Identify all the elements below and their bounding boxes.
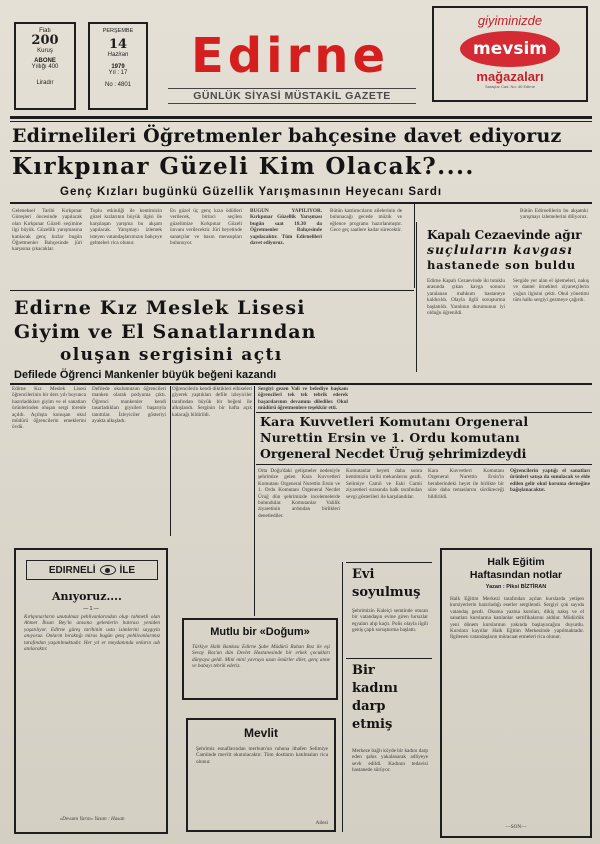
price-value: 200	[31, 33, 59, 48]
lisesi-col-3: Öğrencilerin kendi diktikleri elbiseleri giyerek yaptıkları defile izleyiciler tarafından büyük bir beğeni ile alkışlandı. Serginin bir hafta açık kalacağı bildirildi.	[172, 386, 252, 418]
kadin-headline: Bir kadını darp etmiş	[352, 663, 398, 732]
edirneli-logo	[26, 560, 158, 580]
prison-body: Edirne Kapalı Cezaevinde iki tutuklu arasında çıkan kavga sonucu yaralanan mahkum hastaneye kaldırıldı. Olayla ilgili soruşturma başlatıldı. Yaralının durumunun iyi olduğu öğrenildi.	[427, 278, 505, 317]
column-rule	[342, 562, 343, 832]
column-kirkpinar-4: BUGÜN YAPILIYOR. Kırkpınar Güzellik Yarışması bugün saat 18.30 da Öğretmenler Bahçesinde yapılacaktır. Tüm Edirnelileri davet ediyoruz.	[250, 208, 322, 247]
ad-top-text: giyiminizde	[477, 13, 543, 28]
eye-icon	[100, 565, 116, 575]
dogum-box	[182, 618, 338, 700]
prison-body-2: Sergide yer alan el işlemeleri, nakış ve dantel örnekleri ziyaretçilerin yoğun ilgisini çekti. Okul yönetimi tüm halkı sergiyi gezmeye çağırdı.	[513, 278, 589, 304]
edirneli-body: Kırkpınarların unutulmaz pehlivanlarından olup rahmetli olan Ahmet İhsan Bey'in anısına gelenlerin hatırası yeniden yaşatılıyor. Edirne güreş tarihinin usta isimlerini saygıyla anıyoruz. Onların bıraktığı miras bugün genç pehlivanlarımız tarafından yaşatılmaktadır. Her yıl er meydanında onların adı anılacaktır.	[24, 614, 160, 653]
defile-headline: Defilede Öğrenci Mankenler büyük beğeni kazandı	[14, 369, 277, 381]
army-col-1: Orta Doğu'daki gelişmeler nedeniyle şehrimize gelen Kara Kuvvetleri Komutanı Orgeneral Nurettin Ersin ve 1. Ordu Komutanı Orgeneral Necdet Üruğ dün şehrimizde incelemelerde bulundular. Komutanlar Valilik ziyaretinin ardından birlikleri denetlediler.	[258, 468, 340, 519]
yearly-label: Yıllığı 400	[31, 64, 59, 70]
lisesi-headline-2: Giyim ve El Sanatlarından	[14, 321, 317, 343]
rule	[10, 202, 592, 204]
edirneli-divider: — 1 —	[83, 606, 99, 612]
rule	[256, 412, 592, 413]
halk-title-2: Haftasından notlar	[469, 569, 563, 581]
column-rule	[170, 386, 171, 536]
army-col-3: Kara Kuvvetleri Komutanı Orgeneral Nurettin Ersin'in beraberindeki heyet ile birlikte bir süre daha temaslarını sürdüreceği bildirildi.	[428, 468, 504, 500]
column-kirkpinar-5: Bütün katılımcıların ailelerinin de bulunacağı gecede müzik ve eğlence programı hazırlanmıştır. Gece geç saatlere kadar sürecektir.	[330, 208, 402, 234]
edirneli-label-right: İLE	[119, 564, 136, 576]
kadin-body: Merkeze bağlı köyde bir kadını darp eden şahıs yakalanarak adliyeye sevk edildi. Kadının tedavisi hastanede sürüyor.	[352, 748, 428, 774]
prison-story	[416, 222, 592, 372]
edirneli-title: Anıyoruz....	[52, 590, 122, 603]
mevlit-body: Şehrimiz esnaflarından merhum'un ruhuna ithafen Selimiye Camiinde mevlit okutulacaktır. Tüm dostların katılmaları rica olunur.	[196, 746, 328, 765]
army-headline-1: Kara Kuvvetleri Komutanı Orgeneral	[260, 414, 529, 429]
edirneli-sign: «Devamı Yarın» Yazan : Hasan	[59, 816, 125, 822]
dogum-body: Türkiye Halk Bankası Edirne Şube Müdürü Ruhan Boz ile eşi Sevay Boz'un dün Devlet Hastanesinde bir erkek çocukları dünyaya geldi. Mini mini yavruya uzun ömürler diler, genç anne ve babayı tebrik ederiz.	[192, 644, 330, 670]
halk-body: Halk Eğitim Merkezi tarafından açılan kurslarda yetişen kursiyerlerin hazırladığı eserler sergilendi. Sergiyi çok sayıda vatandaş gezdi. Okuma yazma kursları, dikiş nakış ve el sanatları kurslarına katılanlar sertifikalarını aldılar. Müdürlük yeni dönem kurslarının yakında başlayacağını duyurdu. Kurslara kayıtlar Halk Eğitim Merkezinde yapılmaktadır. İlgilenen vatandaşların müracaat etmeleri rica olunur.	[450, 596, 584, 641]
prison-headline-1: Kapalı Cezaevinde ağır	[427, 228, 582, 242]
masthead-rule	[10, 116, 592, 119]
newspaper-title: Edirne	[191, 28, 389, 84]
halk-byline: Yazan : Piksi BİZTİRAN	[485, 584, 547, 590]
price-label: Fiatı	[39, 28, 51, 34]
date-box	[88, 22, 148, 110]
army-headline-2: Nurettin Ersin ve 1. Ordu komutanı	[260, 430, 520, 445]
prison-headline-3: hastanede son buldu	[427, 258, 576, 272]
halk-title-1: Halk Eğitim	[487, 556, 545, 568]
lisesi-headline-1: Edirne Kız Meslek Lisesi	[14, 297, 306, 319]
lisesi-col-1: Edirne Kız Meslek Lisesi öğrencilerinin bir ders yılı boyunca hazırladıkları giyim ve el sanatları ürünlerinden oluşan sergi törenle açıldı. Açılışta konuşan okul müdürü öğrencilerin emeklerini övdü.	[12, 386, 86, 431]
volume: Yıl : 17	[108, 70, 128, 76]
ad-oval: mevsim	[460, 31, 560, 67]
issue-number: No : 4801	[104, 82, 132, 88]
price-box	[14, 22, 76, 110]
army-col-4: Öğrencilerin yaptığı el sanatları ürünleri satışa da sunulacak ve elde edilen gelir okul koruma derneğine bağışlanacaktır.	[510, 468, 590, 494]
column-kirkpinar-2: Toplu etkinliği ile kentimizin güzel kızlarının büyük ilgisi ile karşılaşan yarışma bu akşam yapılacak. Yarışmayı izlemek isteyen vatandaşlarımızın bahçeye gelmeleri rica olunur.	[90, 208, 162, 247]
halk-egitim-box	[440, 548, 592, 838]
mevlit-title: Mevlit	[243, 726, 278, 740]
column-kirkpinar-3: En güzel üç genç kıza ödülleri verilecek, birinci seçilen güzelimize Kırkpınar Güzeli ünvanı verilecektir. Jüri heyetinde sanatçılar ve basın mensupları bulunuyor.	[170, 208, 242, 247]
rule	[346, 562, 432, 563]
edirneli-box	[14, 548, 168, 834]
newspaper-subtitle: GÜNLÜK SİYASİ MÜSTAKİL GAZETE	[168, 88, 416, 104]
year: 1979	[111, 64, 125, 70]
month: Haziran	[107, 52, 129, 58]
army-headline-3: Orgeneral Necdet Üruğ şehrimizdeydi	[260, 446, 527, 461]
rule	[10, 150, 592, 152]
headline-contest: Genç Kızları bugünkü Güzellik Yarışmasının Heyecanı Sardı	[60, 186, 443, 198]
halk-end: —SON—	[505, 824, 527, 830]
mevlit-sign: Ailesi	[315, 820, 328, 826]
headline-invite: Edirnelileri Öğretmenler bahçesine davet ediyoruz	[12, 125, 562, 147]
column-rule	[254, 386, 255, 616]
day: 14	[108, 37, 128, 52]
rule	[256, 464, 592, 465]
mevlit-box	[186, 718, 336, 832]
column-rule	[414, 204, 415, 288]
evi-headline: Evi soyulmuş	[352, 567, 421, 600]
lisesi-col-2: Defilede okulumuzun öğrencileri manken olarak podyuma çıktı. Öğrenci mankenler kendi tasarladıkları giysileri başarıyla tanıttılar. İzleyiciler gösteriyi ayakta alkışladı.	[92, 386, 166, 425]
headline-kirkpinar: Kırkpınar Güzeli Kim Olacak?....	[12, 153, 475, 180]
rule	[346, 658, 432, 659]
ad-bottom-text: mağazaları	[476, 69, 544, 84]
army-col-2: Komutanlar heyeti daha sonra kentimizin tarihi mekanlarını gezdi. Selimiye Camii ve Eski Camii ziyaretleri sırasında halk tarafından sevgi gösterileri ile karşılandılar.	[346, 468, 422, 500]
edirneli-label-left: EDIRNELİ	[48, 564, 96, 576]
masthead-rule-thin	[10, 121, 592, 122]
price-unit: Kuruş	[37, 48, 53, 54]
mevsim-ad	[432, 6, 588, 102]
prison-headline-2: suçluların kavgası	[427, 242, 573, 257]
column-kirkpinar-6: Bütün Edirnelilerin bu akşamki yarışmayı izlemelerini diliyoruz.	[520, 208, 588, 221]
currency-label: Liradır	[36, 80, 54, 86]
lisesi-headline-3: oluşan sergisini açtı	[60, 345, 283, 365]
rule	[10, 383, 592, 385]
lisesi-col-4: Sergiyi gezen Vali ve belediye başkanı öğrencileri tek tek tebrik ederek başarılarının devamını dilediler. Okul müdürü öğretmenlere teşekkür etti.	[258, 386, 348, 410]
dogum-title: Mutlu bir «Doğum»	[210, 626, 310, 638]
ad-small-text: Saraçlar Cad. No: 40 Edirne	[484, 84, 536, 89]
weekday: PERŞEMBE	[102, 28, 134, 34]
subscription-label: ABONE	[34, 58, 56, 64]
evi-body: Şehrimizin Kaleiçi semtinde oturan bir vatandaşın evine giren hırsızlar eşyaları alıp kaçtı. Polis olayla ilgili geniş çaplı soruşturma başlattı.	[352, 608, 428, 634]
rule	[10, 290, 414, 291]
column-kirkpinar-1: Geleneksel Tarihi Kırkpınar Güreşleri öncesinde yapılacak olan Kırkpınar Güzeli seçimine ilgi büyük. Güzellik yarışmasına katılacak genç kızlar bugün Öğretmenler Bahçesinde jüri karşısına çıkacaklar.	[12, 208, 82, 253]
